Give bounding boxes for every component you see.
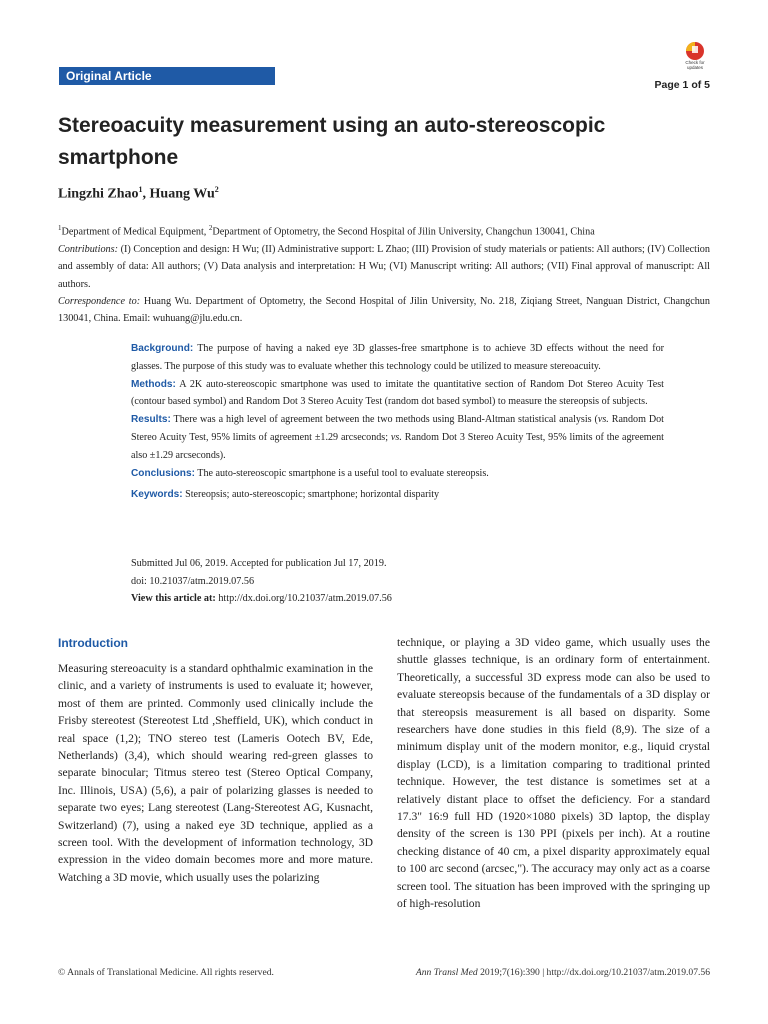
body-column-right (397, 634, 710, 913)
view-article (131, 590, 664, 608)
author-affiliation-sup: 2 (214, 185, 219, 194)
abstract-label: Methods: (131, 378, 176, 390)
affiliation-text: Department of Medical Equipment, (61, 226, 209, 238)
affiliation-sup: 2 (208, 224, 213, 232)
article-type-badge: Original Article (59, 67, 275, 85)
abstract-label: Results: (131, 414, 171, 426)
body-column-left (58, 634, 373, 886)
section-heading-introduction: Introduction (58, 636, 128, 650)
footer-copyright: © Annals of Translational Medicine. All rights reserved. (58, 967, 274, 978)
abstract-text: Random Dot 3 Stereo Acuity Test, 95% limits of the agreement also ±1.29 arcseconds). (131, 431, 664, 461)
correspondence-label: Correspondence to: (58, 296, 141, 308)
abstract-text: There was a high level of agreement between the two methods using Bland-Altman statistical analysis ( (170, 414, 598, 426)
keywords-text: Stereopsis; auto-stereoscopic; smartphone; horizontal disparity (182, 489, 440, 501)
abstract-text: A 2K auto-stereoscopic smartphone was used to imitate the quantitative section of Random Dot Stereo Acuity Test (contour based symbol) and Random Dot 3 Stereo Acuity Test (random dot based symbol) to measure the stereopsis of subjects. (131, 378, 664, 408)
body-paragraph: Measuring stereoacuity is a standard ophthalmic examination in the clinic, and a variety of instruments is used to evaluate it; however, most of them are printed. Commonly used clinically include the Frisby stereotest (Stereotest Ltd ,Sheffield, UK), which conduct in real space (1,2); TNO stereo test (Lameris Ootech BV, Ede, Netherlands) (3,4), which should wearing red-green glasses to separate binocular; Titmus stereo test (Stereo Optical Company, Inc. Illinois, USA) (5,6), a pair of polarizing glasses is needed to separate two eyes; Lang stereotest (Lang-Stereotest AG, Kusnacht, Switzerland) (7), using a naked eye 3D technique, applied as a screen tool. With the development of information technology, 3D expression in the video domain becomes more and more mature. Watching a 3D movie, which usually uses the polarizing (58, 662, 373, 884)
page-number: Page 1 of 5 (654, 79, 710, 91)
affiliation-sup: 1 (58, 224, 62, 232)
abstract-conclusions (131, 465, 664, 483)
abstract-background (131, 340, 664, 376)
crossmark-check-for-updates-logo[interactable] (678, 40, 712, 74)
author-name: Lingzhi Zhao (58, 186, 139, 202)
author-affiliation-sup: 1 (138, 185, 143, 194)
correspondence-text: Huang Wu. Department of Optometry, the Second Hospital of Jilin University, No. 218, Ziqiang Street, Nanguan District, Changchun 130041, China. Email: wuhuang@jlu.edu.cn. (58, 296, 710, 325)
footer-citation (416, 967, 710, 978)
abstract-text: Random Dot Stereo Acuity Test, 95% limits of agreement ±1.29 arcseconds; (131, 414, 664, 443)
view-article-label: View this article at: (131, 593, 216, 604)
footer-citation-text: 2019;7(16):390 | http://dx.doi.org/10.21037/atm.2019.07.56 (477, 967, 710, 978)
abstract (131, 340, 664, 504)
keywords (131, 486, 664, 504)
affiliation-text: Department of Optometry, the Second Hospital of Jilin University, Changchun 130041, China (212, 226, 595, 238)
submission-dates: Submitted Jul 06, 2019. Accepted for publication Jul 17, 2019. (131, 558, 387, 569)
contributions (58, 241, 710, 293)
publication-info (131, 555, 664, 608)
article-link[interactable]: http://dx.doi.org/10.21037/atm.2019.07.56 (215, 593, 392, 604)
article-metadata (58, 220, 710, 328)
footer-journal: Ann Transl Med (415, 967, 478, 978)
correspondence (58, 293, 710, 328)
contributions-label: Contributions: (58, 243, 119, 255)
author-name: Huang Wu (149, 186, 215, 202)
abstract-text: The purpose of having a naked eye 3D glasses-free smartphone is to achieve 3D effects without the need for glasses. The purpose of this study was to evaluate whether this technology could be utilized to measure stereoacuity. (131, 343, 664, 372)
affiliations (58, 220, 710, 241)
abstract-text: vs. (597, 414, 609, 426)
abstract-text: vs. (390, 431, 402, 443)
abstract-label: Conclusions: (131, 467, 195, 479)
article-title: Stereoacuity measurement using an auto-stereoscopic smartphone (58, 114, 606, 169)
abstract-methods (131, 376, 664, 412)
crossmark-label: Check for updates (685, 60, 705, 70)
author-separator: , (142, 186, 150, 202)
doi: doi: 10.21037/atm.2019.07.56 (131, 575, 255, 587)
abstract-label: Background: (131, 343, 194, 354)
keywords-label: Keywords: (131, 489, 183, 501)
contributions-text: (I) Conception and design: H Wu; (II) Administrative support: L Zhao; (III) Provision of study materials or patients: All authors; (IV) Collection and assembly of data: All authors; (V) Data analysis and interpretation: H Wu; (VI) Manuscript writing: All authors; (VII) Final approval of manuscript: All authors. (58, 243, 710, 290)
body-paragraph: technique, or playing a 3D video game, which usually uses the shuttle glasses technique, is an ordinary form of entertainment. Theoretically, a successful 3D express mode can also be used to evaluate stereopsis because of the fundamentals of a 3D display or that stereopsis measurement is all based on disparity. Some researchers have done studies in this field (8,9). The size of a minimum display unit of the modern monitor, e.g., liquid crystal display (LCD), is a limitation comparing to traditional printed technique. However, the test distance is sometimes set at a relatively distant place to offset the deficiency. For a standard 17.3" 16:9 full HD (1920×1080 pixels) 3D laptop, the display density of the screen is 130 PPI (pixels per inch). At a routine checking distance of 40 cm, a pixel disparity approximately equal to 100 arc second (arcsec,"). The accuracy may only act as a coarse screen tool. The situation has been improved with the springing up of high-resolution (397, 636, 710, 911)
abstract-text: The auto-stereoscopic smartphone is a useful tool to evaluate stereopsis. (194, 467, 489, 479)
abstract-results (131, 411, 664, 464)
author-list (58, 185, 219, 203)
